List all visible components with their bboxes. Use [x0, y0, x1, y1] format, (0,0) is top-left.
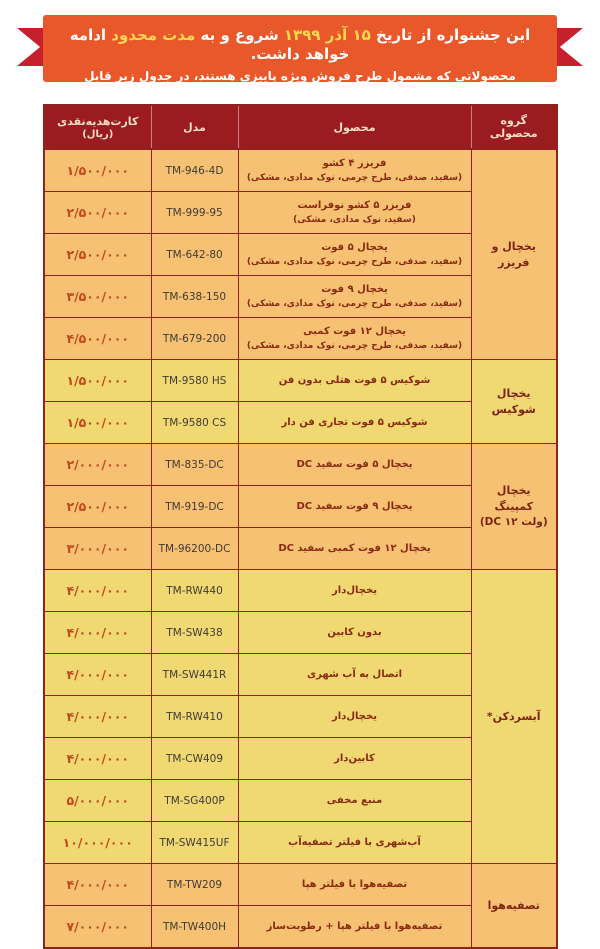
product-cell: یخچال ۹ فوت سفید DC [238, 486, 471, 528]
model-cell: TM-SW438 [151, 612, 238, 654]
header-gift-card [44, 105, 151, 149]
header-gift-card-line1: کارت‌هدیه‌نقدی [57, 114, 139, 128]
promo-banner [43, 15, 557, 99]
table-row [44, 149, 557, 192]
model-cell: TM-999-95 [151, 192, 238, 234]
product-cell: فریزر ۴ کشو (سفید، صدفی، طرح چرمی، نوک مدادی، مشکی) [238, 149, 471, 192]
gift-card-amount-cell: ۵/۰۰۰/۰۰۰ [44, 780, 151, 822]
model-cell: TM-SW441R [151, 654, 238, 696]
banner-date-highlight: ۱۵ آذر ۱۳۹۹ [283, 26, 371, 44]
model-cell: TM-SG400P [151, 780, 238, 822]
banner-limited-highlight: مدت محدود [111, 26, 196, 44]
gift-card-amount-cell: ۱۰/۰۰۰/۰۰۰ [44, 822, 151, 864]
table-row [44, 360, 557, 402]
gift-card-amount-cell: ۴/۰۰۰/۰۰۰ [44, 654, 151, 696]
model-cell: TM-RW440 [151, 570, 238, 612]
product-group-cell: آبسردکن* [471, 570, 557, 864]
header-product: محصول [238, 105, 471, 149]
price-table-body [44, 149, 557, 948]
gift-card-amount-cell: ۱/۵۰۰/۰۰۰ [44, 402, 151, 444]
product-cell: یخچال ۹ فوت (سفید، صدفی، طرح چرمی، نوک مدادی، مشکی) [238, 276, 471, 318]
promo-banner-line1 [57, 26, 543, 64]
table-header-row [44, 105, 557, 149]
product-cell: یخچال‌دار [238, 570, 471, 612]
product-cell: شوکیس ۵ فوت هتلی بدون فن [238, 360, 471, 402]
gift-card-amount-cell: ۴/۰۰۰/۰۰۰ [44, 864, 151, 906]
model-cell: TM-CW409 [151, 738, 238, 780]
product-cell: یخچال ۵ فوت (سفید، صدفی، طرح چرمی، نوک مدادی، مشکی) [238, 234, 471, 276]
gift-card-amount-cell: ۴/۰۰۰/۰۰۰ [44, 612, 151, 654]
gift-card-amount-cell: ۴/۰۰۰/۰۰۰ [44, 738, 151, 780]
product-cell: منبع مخفی [238, 780, 471, 822]
gift-card-amount-cell: ۲/۵۰۰/۰۰۰ [44, 234, 151, 276]
product-cell: فریزر ۵ کشو نوفراست (سفید، نوک مدادی، مشکی) [238, 192, 471, 234]
product-cell: یخچال‌دار [238, 696, 471, 738]
gift-card-amount-cell: ۴/۰۰۰/۰۰۰ [44, 696, 151, 738]
model-cell: TM-642-80 [151, 234, 238, 276]
model-cell: TM-9580 CS [151, 402, 238, 444]
gift-card-amount-cell: ۲/۵۰۰/۰۰۰ [44, 486, 151, 528]
product-cell: اتصال به آب شهری [238, 654, 471, 696]
table-row [44, 570, 557, 612]
header-gift-card-line2: (ریال) [82, 128, 114, 140]
gift-card-amount-cell: ۷/۰۰۰/۰۰۰ [44, 906, 151, 949]
model-cell: TM-TW400H [151, 906, 238, 949]
product-cell: بدون کابین [238, 612, 471, 654]
gift-card-amount-cell: ۲/۵۰۰/۰۰۰ [44, 192, 151, 234]
product-group-cell: یخچال و فریزر [471, 149, 557, 360]
model-cell: TM-919-DC [151, 486, 238, 528]
banner-text: این جشنواره از تاریخ [370, 26, 531, 44]
product-cell: شوکیس ۵ فوت تجاری فن دار [238, 402, 471, 444]
model-cell: TM-946-4D [151, 149, 238, 192]
model-cell: TM-RW410 [151, 696, 238, 738]
gift-card-amount-cell: ۳/۵۰۰/۰۰۰ [44, 276, 151, 318]
model-cell: TM-TW209 [151, 864, 238, 906]
product-cell: یخچال ۱۲ فوت کمبی (سفید، صدفی، طرح چرمی، نوک مدادی، مشکی) [238, 318, 471, 360]
model-cell: TM-638-150 [151, 276, 238, 318]
gift-card-amount-cell: ۴/۵۰۰/۰۰۰ [44, 318, 151, 360]
model-cell: TM-96200-DC [151, 528, 238, 570]
gift-card-amount-cell: ۴/۰۰۰/۰۰۰ [44, 570, 151, 612]
product-group-cell: تصفیه‌هوا [471, 864, 557, 949]
header-product-group: گروه محصولی [471, 105, 557, 149]
model-cell: TM-835-DC [151, 444, 238, 486]
product-cell: یخچال ۵ فوت سفید DC [238, 444, 471, 486]
banner-text: شروع و به [195, 26, 284, 44]
price-table [43, 104, 558, 949]
banner-text: ادامه خواهد داشت. [69, 26, 350, 63]
product-cell: تصفیه‌هوا با فیلتر هپا + رطوبت‌ساز [238, 906, 471, 949]
table-row [44, 864, 557, 906]
product-group-cell: یخچال کمپینگ (DC ۱۲ ولت) [471, 444, 557, 570]
gift-card-amount-cell: ۲/۰۰۰/۰۰۰ [44, 444, 151, 486]
table-row [44, 444, 557, 486]
promo-banner-line2: محصولاتی که مشمول طرح فروش ویژه پاییزی هستند، در جدول زیر قابل مشاهده‌اند. [84, 68, 516, 99]
product-cell: یخچال ۱۲ فوت کمبی سفید DC [238, 528, 471, 570]
promo-banner-body [43, 15, 557, 99]
gift-card-amount-cell: ۱/۵۰۰/۰۰۰ [44, 149, 151, 192]
product-cell: تصفیه‌هوا با فیلتر هپا [238, 864, 471, 906]
header-model: مدل [151, 105, 238, 149]
product-group-cell: یخچال شوکیس [471, 360, 557, 444]
product-cell: کابین‌دار [238, 738, 471, 780]
product-cell: آب‌شهری با فیلتر تصفیه‌آب [238, 822, 471, 864]
gift-card-amount-cell: ۳/۰۰۰/۰۰۰ [44, 528, 151, 570]
flyer-page [0, 15, 600, 934]
gift-card-amount-cell: ۱/۵۰۰/۰۰۰ [44, 360, 151, 402]
model-cell: TM-9580 HS [151, 360, 238, 402]
model-cell: TM-SW415UF [151, 822, 238, 864]
model-cell: TM-679-200 [151, 318, 238, 360]
